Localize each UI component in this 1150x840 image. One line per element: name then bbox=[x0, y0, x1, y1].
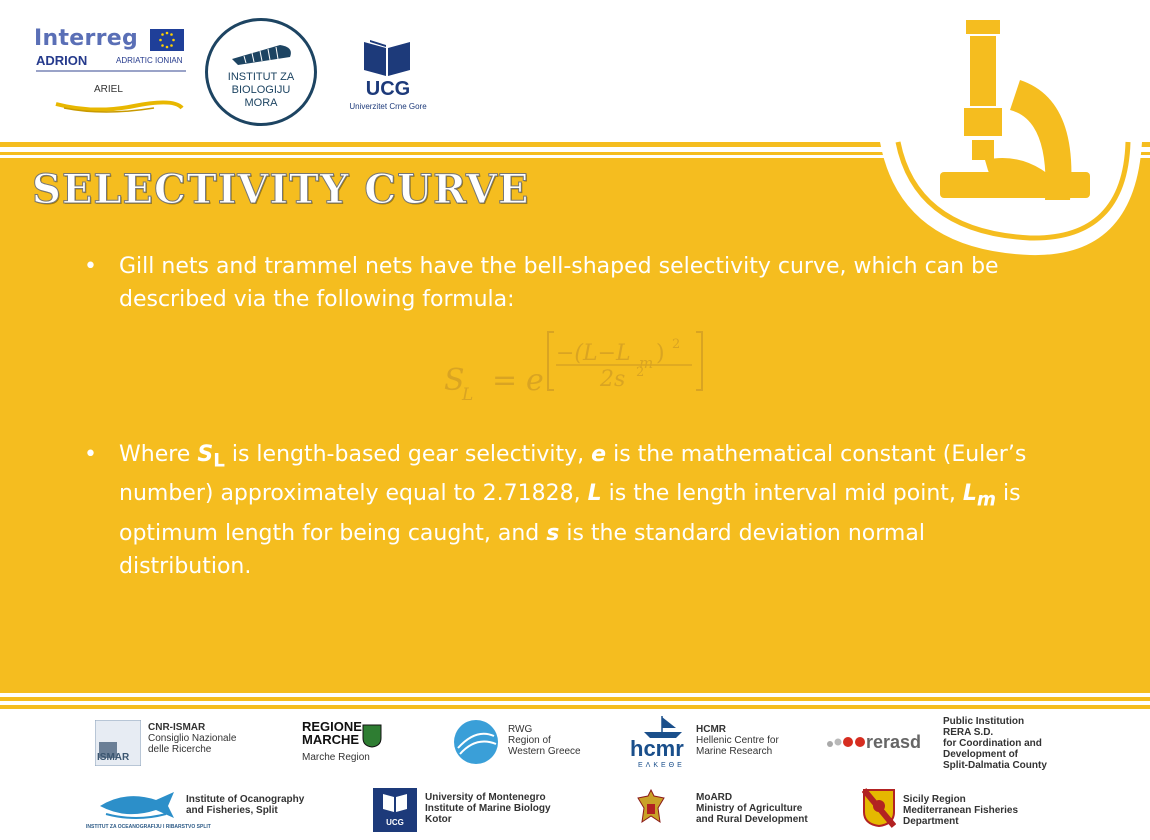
formula-den-sup: 2 bbox=[636, 365, 645, 380]
ibm-line-2: BIOLOGIJU bbox=[231, 84, 291, 96]
formula-num-sub: m bbox=[639, 354, 654, 372]
shell-icon bbox=[230, 41, 296, 71]
ucg-subtitle: Univerzitet Crne Gore bbox=[349, 102, 427, 111]
microscope-icon bbox=[880, 0, 1150, 265]
ibm-text bbox=[208, 71, 314, 110]
interreg-adrion-logo bbox=[34, 26, 184, 121]
hcmr-label: HCMR Hellenic Centre for Marine Research bbox=[696, 724, 779, 757]
rwg-label: RWG Region of Western Greece bbox=[508, 724, 581, 757]
b2-lm-base: L bbox=[962, 481, 977, 507]
sicily-label: Sicily Region Mediterranean Fisheries Department bbox=[903, 794, 1019, 827]
ibm-line-1: INSTITUT ZA bbox=[227, 71, 295, 83]
eu-flag-icon bbox=[150, 29, 184, 51]
b2-s: s bbox=[546, 520, 560, 546]
bullet-dot: • bbox=[84, 254, 97, 279]
book-icon bbox=[360, 38, 414, 78]
formula-numerator: −(L−L bbox=[556, 341, 631, 366]
formula-lhs: S bbox=[444, 363, 465, 398]
marche-shield-icon bbox=[362, 724, 382, 748]
formula-num-sup: 2 bbox=[672, 337, 681, 352]
formula-lhs-sub: L bbox=[462, 385, 474, 405]
b2-text-6: is the standard deviation normal distribution. bbox=[119, 520, 925, 579]
moard-label: MoARD Ministry of Agriculture and Rural Development bbox=[696, 792, 808, 825]
formula-num-close: ) bbox=[656, 341, 665, 366]
b2-e: e bbox=[591, 442, 607, 467]
uom-book-icon bbox=[373, 788, 417, 818]
ismar-logo bbox=[95, 720, 141, 766]
rerasd-label: Public Institution RERA S.D. for Coordination and Development of Split-Dalmatia County bbox=[943, 716, 1047, 771]
fish-icon bbox=[96, 788, 180, 822]
rerasd-wordmark: rerasd bbox=[866, 732, 922, 752]
b2-sl-sub: L bbox=[213, 450, 225, 472]
ucg-wordmark: UCG bbox=[365, 78, 411, 100]
interreg-wordmark: Interreg bbox=[34, 26, 139, 51]
iof-logo-text: INSTITUT ZA OCEANOGRAFIJU I RIBARSTVO SPLIT bbox=[86, 824, 211, 830]
b2-text-1: Where bbox=[119, 442, 198, 467]
bottom-stripe bbox=[0, 697, 1150, 701]
ucg-logo bbox=[344, 38, 434, 118]
ibm-line-3: MORA bbox=[244, 97, 278, 109]
selectivity-formula bbox=[440, 330, 720, 410]
bullet-dot: • bbox=[84, 442, 97, 467]
rwg-globe-icon bbox=[452, 718, 500, 766]
formula-equals: = bbox=[492, 363, 518, 398]
institut-biologiju-mora-logo bbox=[205, 18, 317, 126]
marche-wordmark: REGIONE MARCHE bbox=[302, 719, 362, 747]
bullet-text-2 bbox=[119, 438, 1064, 583]
rerasd-dots-icon bbox=[824, 732, 866, 752]
iof-label: Institute of Ocanography and Fisheries, Split bbox=[186, 794, 305, 816]
uom-label: University of Montenegro Institute of Marine Biology Kotor bbox=[425, 792, 551, 825]
ariel-swoosh-icon bbox=[54, 96, 184, 116]
hcmr-greek: ΕΛΚΕΘΕ bbox=[638, 762, 685, 769]
slide-title: SELECTIVITY CURVE bbox=[32, 166, 530, 213]
marche-label: Marche Region bbox=[302, 752, 370, 763]
hcmr-wordmark: hcmr bbox=[630, 736, 684, 761]
bullet-text-1: Gill nets and trammel nets have the bell-shaped selectivity curve, which can be described via the following formula: bbox=[119, 254, 999, 312]
montenegro-eagle-icon bbox=[636, 788, 666, 828]
sicily-shield-icon bbox=[862, 788, 896, 828]
b2-text-2: is length-based gear selectivity, bbox=[224, 442, 592, 467]
formula-denominator: 2s bbox=[600, 367, 626, 392]
adrion-wordmark: ADRION bbox=[36, 53, 88, 68]
ismar-logo-text: ISMAR bbox=[97, 752, 130, 763]
ismar-label: CNR-ISMAR Consiglio Nazionale delle Ricerche bbox=[148, 722, 237, 755]
b2-text-3: is the mathematical constant (Euler’s number) approximately equal to 2.71828, bbox=[119, 442, 1027, 507]
b2-sl-base: S bbox=[197, 442, 214, 467]
formula-e: e bbox=[526, 363, 544, 398]
b2-lm-sub: m bbox=[976, 489, 997, 511]
bottom-stripe-thin bbox=[0, 705, 1150, 709]
b2-L: L bbox=[587, 481, 602, 507]
uom-logo-text: UCG bbox=[386, 818, 404, 827]
uom-logo bbox=[373, 788, 417, 832]
b2-text-5: is optimum length for being caught, and bbox=[119, 481, 1021, 546]
interreg-divider bbox=[36, 70, 186, 72]
ariel-label: ARIEL bbox=[94, 84, 123, 95]
b2-text-4: is the length interval mid point, bbox=[601, 481, 963, 507]
adriatic-ionian-label: ADRIATIC IONIAN bbox=[116, 56, 183, 65]
partner-logos-footer bbox=[0, 712, 1150, 840]
